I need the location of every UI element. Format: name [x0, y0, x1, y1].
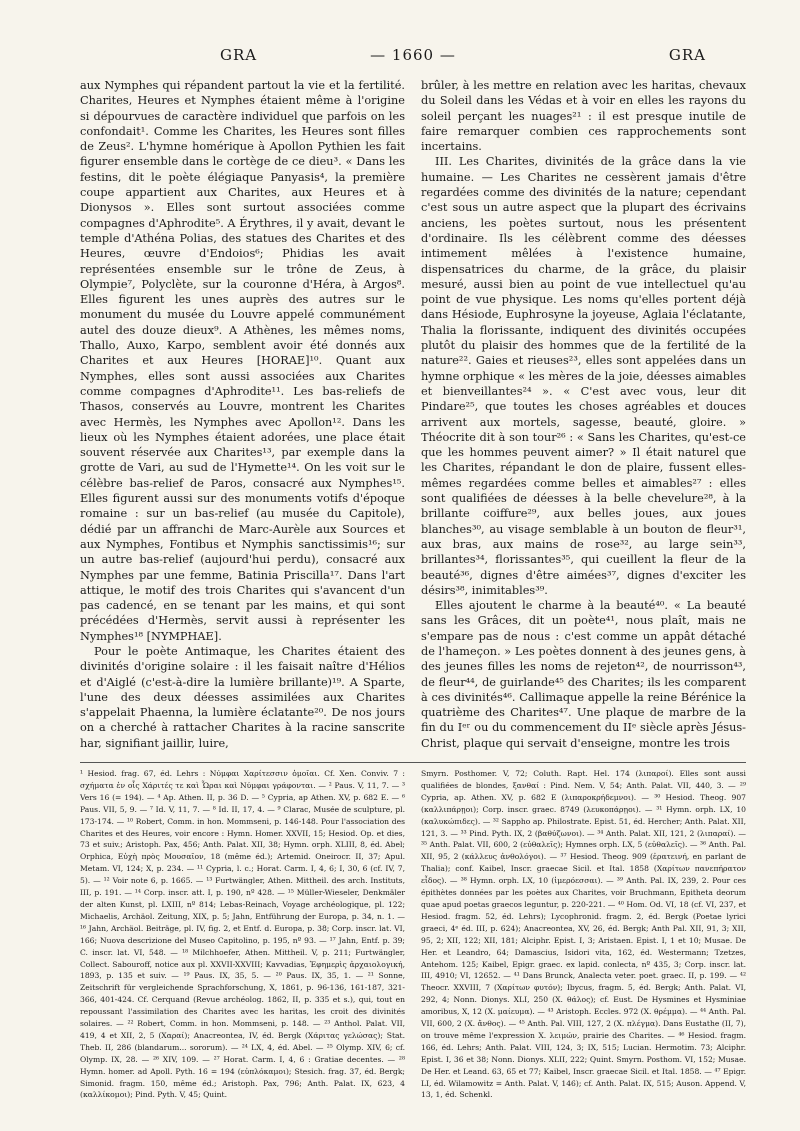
running-header — [80, 46, 746, 66]
right-column — [421, 78, 746, 751]
main-text — [80, 78, 746, 751]
left-column — [80, 78, 405, 751]
footnote-text: Smyrn. Posthomer. V, 72; Coluth. Rapt. Hel. 174 (λιπαροί). Elles sont aussi qualifiées de blondes, ξανθαί : Pind. Nem. V, 54; Anth. Palat. VII, 440, 3. — ²⁹ Cypria, ap. Athen. XV, p. 682 E (λιπαροκρήδεμνοι). — ³⁰ Hesiod. Theog. 907 (καλλιπάρῃοι); Corp. inscr. graec. 8749 (λευκοπάρῃοι). — ³¹ Hymn. orph. LX, 10 (καλυκώπιδες). — ³² Sappho ap. Philostrate. Epist. 51, éd. Hercher; Anth. Palat. XII, 121, 3. — ³³ Pind. Pyth. IX, 2 (βαθύζωνοι). — ³⁴ Anth. Palat. XII, 121, 2 (λιπαραί). — ³⁵ Anth. Palat. VII, 600, 2 (εὐθαλεῖς); Hymnes orph. LX, 5 (εὐθαλεῖς). — ³⁶ Anth. Pal. XII, 95, 2 (κάλλευς ἀνθολόγοι). — ³⁷ Hesiod. Theog. 909 (ἐρατεινή, en parlant de Thalia); conf. Kaibel, Inscr. graecae Sicil. et Ital. 1858 (Χαρίτων πανεπήρατον εἶδος). — ³⁸ Hymn. orph. LX, 10 (ἱμερόεσσαι). — ³⁹ Anth. Pal. IX, 239, 2. Pour ces épithètes données par les poètes aux Charites, voir Bruchmann, Epitheta deorum quae apud poetas graecos leguntur, p. 220-221. — ⁴⁰ Hom. Od. VI, 18 (cf. VI, 237, et Hesiod. fragm. 52, éd. Lehrs); Lycophronid. fragm. 2, éd. Bergk (Poetae lyrici graeci, 4ᵉ éd. III, p. 624); Anacreontea, XV, 26, éd. Bergk; Anth Pal. XII, 91, 3; XII, 95, 2; XII, 122; XII, 181; Alciphr. Epist. I, 3; Aristaen. Epist. I, 1 et 10; Musae. De Her. et Leandro, 64; Damascius, Isidori vita, 162, éd. Westermann; Tzetzes, Antehom. 125; Kaibel, Epigr. graec. ex lapid. conlecta, nº 435, 3; Corp. inscr. lat. III, 4910; VI, 12652. — ⁴¹ Dans Brunck, Analecta veter. poet. graec. II, p. 199. — ⁴² Theocr. XXVIII, 7 (Χαρίτων φυτόν); Ibycus, fragm. 5, éd. Bergk; Anth. Palat. VI, 292, 4; Nonn. Dionys. XLI, 250 (X. θάλος); cf. Eust. De Hysmines et Hysminiae amoribus, X, 12 (X. μαίευμα). — ⁴³ Aristoph. Eccles. 972 (X. θρέμμα). — ⁴⁴ Anth. Pal. VII, 600, 2 (X. ἄνθος). — ⁴⁵ Anth. Pal. VIII, 127, 2 (X. πλέγμα). Dans Eustathe (II, 7), on trouve même l'expression X. λειμών, prairie des Charites. — ⁴⁶ Hesiod. fragm. 166, éd. Lehrs; Anth. Palat. VIII, 124, 3; IX, 515; Lucian. Hermotim. 73; Alciphr. Epist. I, 36 et 38; Nonn. Dionys. XLII, 222; Quint. Smyrn. Posthom. VI, 152; Musae. De Her. et Leand. 63, 65 et 77; Kaibel, Inscr. graecae Sicil. et Ital. 1858. — ⁴⁷ Epigr. LI, éd. Wilamowitz = Anth. Palat. V, 146); cf. Anth. Palat. IX, 515; Auson. Append. V, 13, 1, éd. Schenkl. — [421, 769, 746, 1100]
footnotes-right — [421, 768, 746, 1101]
header-right: GRA — [668, 46, 706, 64]
footnote-divider — [80, 762, 746, 763]
paragraph: Pour le poète Antimaque, les Charites étaient des divinités d'origine solaire : il les faisait naître d'Hélios et d'Aiglé (c'est-à-dire la lumière brillante)¹⁹. A Sparte, l'une des deux déesses assimilées aux Charites s'appelait Phaenna, la lumière éclatante²⁰. De nos jours on a cherché à rattacher Charites à la racine sanscrite har, signifiant jaillir, luire, — [80, 644, 405, 750]
footnotes-left — [80, 768, 405, 1101]
paragraph: brûler, à les mettre en relation avec les haritas, chevaux du Soleil dans les Védas et à voir en elles les rayons du soleil perçant les nuages²¹ : il est presque inutile de faire remarquer combien ces rapprochements sont incertains. — [421, 79, 746, 154]
paragraph: aux Nymphes qui répandent partout la vie et la fertilité. Charites, Heures et Nymphes étaient même à l'origine si dépourvues de caractère individuel que parfois on les confondait¹. Comme les Charites, les Heures sont filles de Zeus². L'hymne homérique à Apollon Pythien les fait figurer ensemble dans le cortège de ce dieu³. « Dans les festins, dit le poète élégiaque Panyasis⁴, la première coupe appartient aux Charites, aux Heures et à Dionysos ». Elles sont surtout associées comme compagnes d'Aphrodite⁵. A Érythres, il y avait, devant le temple d'Athéna Polias, des statues des Charites et des Heures, œuvre d'Endoios⁶; Phidias les avait représentées ensemble sur le trône de Zeus, à Olympie⁷, Polyclète, sur la couronne d'Héra, à Argos⁸. Elles figurent les unes auprès des autres sur le monument du musée du Louvre appelé communément autel des douze dieux⁹. A Athènes, les mêmes noms, Thallo, Auxo, Karpo, semblent avoir été donnés aux Charites et aux Heures [HORAE]¹⁰. Quant aux Nymphes, elles sont aussi associées aux Charites comme compagnes d'Aphrodite¹¹. Les bas-reliefs de Thasos, conservés au Louvre, montrent les Charites avec Hermès, les Nymphes avec Apollon¹². Dans les lieux où les Nymphes étaient adorées, une place était souvent réservée aux Charites¹³, par exemple dans la grotte de Vari, au sud de l'Hymette¹⁴. On les voit sur le célèbre bas-relief de Paros, consacré aux Nymphes¹⁵. Elles figurent aussi sur des monuments votifs d'époque romaine : sur un bas-relief (au musée du Capitole), dédié par un affranchi de Marc-Aurèle aux Sources et aux Nymphes, Fontibus et Nymphis sanctissimis¹⁶; sur un autre bas-relief (aujourd'hui perdu), consacré aux Nymphes par une femme, Batinia Priscilla¹⁷. Dans l'art attique, le motif des trois Charites qui s'avancent d'un pas cadencé, en se tenant par les mains, et qui sont précédées d'Hermès, servit aussi à représenter les Nymphes¹⁸ [NYMPHAE]. — [80, 79, 405, 643]
header-left: GRA — [220, 46, 258, 64]
page-number: — 1660 — — [370, 46, 456, 64]
paragraph: III. Les Charites, divinités de la grâce dans la vie humaine. — Les Charites ne cessèrent jamais d'être regardées comme des divinités de la nature; cependant c'est sous un autre aspect que la plupart des écrivains anciens, les poètes surtout, nous les présentent d'ordinaire. Ils les célèbrent comme des déesses intimement mêlées à l'existence humaine, dispensatrices du charme, de la grâce, du plaisir mesuré, aussi bien au point de vue intellectuel qu'au point de vue physique. Les noms qu'elles portent déjà dans Hésiode, Euphrosyne la joyeuse, Aglaia l'éclatante, Thalia la florissante, indiquent des divinités occupées plutôt du plaisir des hommes que de la fertilité de la nature²². Gaies et rieuses²³, elles sont appelées dans un hymne orphique « les mères de la joie, déesses aimables et bienveillantes²⁴ ». « C'est avec vous, leur dit Pindare²⁵, que toutes les choses agréables et douces arrivent aux mortels, sagesse, beauté, gloire. » Théocrite dit à son tour²⁶ : « Sans les Charites, qu'est-ce que les hommes peuvent aimer? » Il était naturel que les Charites, répandant le don de plaire, fussent elles-mêmes regardées comme belles et aimables²⁷ : elles sont qualifiées de déesses à la belle chevelure²⁸, à la brillante coiffure²⁹, aux belles joues, aux joues blanches³⁰, au visage semblable à un bouton de fleur³¹, aux bras, aux mains de rose³², au large sein³³, brillantes³⁴, florissantes³⁵, qui cueillent la fleur de la beauté³⁶, dignes d'être aimées³⁷, dignes d'exciter les désirs³⁸, inimitables³⁹. — [421, 155, 746, 597]
footnotes — [80, 768, 746, 1101]
paragraph: Elles ajoutent le charme à la beauté⁴⁰. « La beauté sans les Grâces, dit un poète⁴¹, nous plaît, mais ne s'empare pas de nous : c'est comme un appât détaché de l'hameçon. » Les poètes donnent à des jeunes gens, à des jeunes filles les noms de rejeton⁴², de nourrisson⁴³, de fleur⁴⁴, de guirlande⁴⁵ des Charites; ils les comparent à ces divinités⁴⁶. Callimaque appelle la reine Bérénice la quatrième des Charites⁴⁷. Une plaque de marbre de la fin du Iᵉʳ ou du commencement du IIᵉ siècle après Jésus-Christ, plaque qui servait d'enseigne, montre les trois — [421, 599, 746, 750]
footnote-text: ¹ Hesiod. frag. 67, éd. Lehrs : Νύμφαι Χαρίτεσσιν ὁμοῖαι. Cf. Xen. Conviv. 7 : σχήματα ἐν οἷς Χάριτές τε καὶ Ὧραι καὶ Νύμφαι γράφονται. — ² Paus. V, 11, 7. — ³ Vers 16 (= 194). — ⁴ Ap. Athen. II, p. 36 D. — ⁵ Cypria, ap Athen. XV, p. 682 E. — ⁶ Paus. VII, 5, 9. — ⁷ Id. V, 11, 7. — ⁸ Id. II, 17, 4. — ⁹ Clarac, Musée de sculpture, pl. 173-174. — ¹⁰ Robert, Comm. in hon. Mommseni, p. 146-148. Pour l'association des Charites et des Heures, voir encore : Hymn. Homer. XXVII, 15; Hesiod. Op. et dies, 73 et suiv.; Aristoph. Pax, 456; Anth. Palat. XII, 38; Hymn. orph. XLIII, 8, éd. Abel; Orphica, Εὐχὴ πρὸς Μουσαῖον, 18 (même éd.); Artemid. Oneirocr. II, 37; Apul. Metam. VI, 124; X, p. 234. — ¹¹ Cypria, l. c.; Horat. Carm. I, 4, 6; I, 30, 6 (cf. IV, 7, 5). — ¹² Voir note 6, p. 1665. — ¹³ Furtwängler, Athen. Mittheil. des arch. Instituts, III, p. 191. — ¹⁴ Corp. inscr. att. I, p. 190, nº 428. — ¹⁵ Müller-Wieseler, Denkmäler der alten Kunst, pl. LXIII, nº 814; Lebas-Reinach, Voyage archéologique, pl. 122; Michaelis, Archäol. Zeitung, XIX, p. 5; Jahn, Entführung der Europa, p. 34, n. 1. — ¹⁶ Jahn, Archäol. Beiträge, pl. IV, fig. 2, et Entf. d. Europa, p. 38; Corp. inscr. lat. VI, 166; Nuova descrizione del Museo Capitolino, p. 195, nº 93. — ¹⁷ Jahn, Entf. p. 39; C. inscr. lat. VI, 548. — ¹⁸ Milchhoefer, Athen. Mittheil. V, p. 211; Furtwängler, Collect. Sabouroff, notice aux pl. XXVII-XXVIII; Kavvadias, Ἐφημερὶς ἀρχαιολογική, 1893, p. 135 et suiv. — ¹⁹ Paus. IX, 35, 5. — ²⁰ Paus. IX, 35, 1. — ²¹ Sonne, Zeitschrift für vergleichende Sprachforschung, X, 1861, p. 96-136, 161-187, 321-366, 401-424. Cf. Cerquand (Revue archéolog. 1862, II, p. 335 et s.), qui, tout en repoussant l'assimilation des Charites avec les haritas, les croit des divinités solaires. — ²² Robert, Comm. in hon. Mommseni, p. 148. — ²³ Anthol. Palat. VII, 419, 4 et XII, 2, 5 (Χαραί); Anacreontea, IV, éd. Bergk (Χάριτας γελώσας); Stat. Theb. II, 286 (blandarum... sororum). — ²⁴ LX, 4, éd. Abel. — ²⁵ Olymp. XIV, 6; cf. Olymp. IX, 28. — ²⁶ XIV, 109. — ²⁷ Horat. Carm. I, 4, 6 : Gratiae decentes. — ²⁸ Hymn. homer. ad Apoll. Pyth. 16 = 194 (εὐπλόκαμοι); Stesich. frag. 37, éd. Bergk; Simonid. fragm. 150, même éd.; Aristoph. Pax, 796; Anth. Palat. IX, 623, 4 (καλλίκομοι); Pind. Pyth. V, 45; Quint. — [80, 769, 405, 1100]
